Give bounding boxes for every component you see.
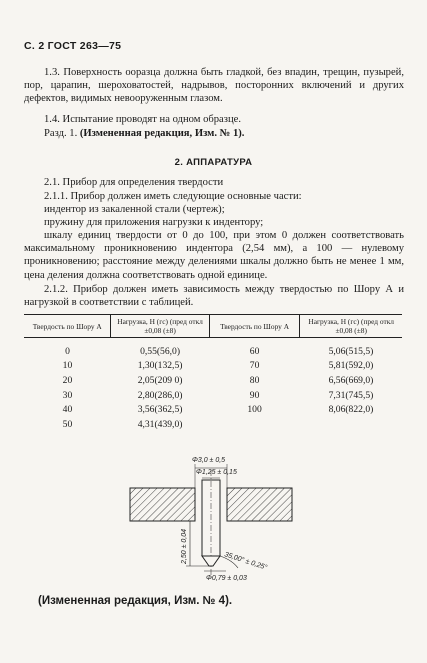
table-cell: 6,56(669,0) <box>328 374 374 386</box>
col-header-load-2: Нагрузка, Н (гс) (пред откл ±0,08 (±8) <box>300 315 402 338</box>
dim-tip-label: Φ0,79 ± 0,03 <box>206 575 247 582</box>
table-cell: 0 <box>65 345 70 357</box>
table-cell: 4,31(439,0) <box>137 418 183 430</box>
table-cell <box>300 417 402 432</box>
paragraph-2-1-1-c: пружину для приложения нагрузки к индентору; <box>44 217 264 228</box>
table-cell: 50 <box>62 418 73 430</box>
table-row <box>24 402 402 417</box>
paragraph-2-1-1-a: 2.1.1. Прибор должен иметь следующие основные части: <box>44 191 302 202</box>
section-title: 2. АППАРАТУРА <box>174 157 253 168</box>
table-cell: 0,55(56,0) <box>140 345 181 357</box>
table-cell: 40 <box>62 404 73 416</box>
paragraph-2-1: 2.1. Прибор для определения твердости <box>44 177 224 188</box>
paragraph-2-1-1-d: шкалу единиц твердости от 0 до 100, при этом 0 должен соответствовать максимальному проникновению индентора (2,54 мм), а 100 — нулевому проникновению; расстояние между делениями шкалы должно быть не менее 1 мм, цена деления должна соответствовать одной единице. <box>24 230 404 281</box>
table-cell: 10 <box>62 360 73 372</box>
housing-right <box>227 488 292 521</box>
table-header-row <box>24 315 402 338</box>
table-cell: 90 <box>249 389 260 401</box>
table-cell: 3,56(362,5) <box>137 404 183 416</box>
revision-note-1 <box>24 127 404 140</box>
paragraph-2-1-2: 2.1.2. Прибор должен иметь зависимость между твердостью по Шору А и нагрузкой в соответствии с таблицей. <box>24 284 404 309</box>
table-cell: 5,06(515,5) <box>328 345 374 357</box>
hardness-load-table <box>24 314 402 432</box>
col-header-hardness-2: Твердость по Шору А <box>209 315 300 338</box>
table-cell: 80 <box>249 374 260 386</box>
indentor-drawing <box>120 440 320 590</box>
paragraph-1-3: 1.3. Поверхность ооразца должна быть гладкой, без впадин, трещин, пузырей, пор, царапин, шероховатостей, надрывов, посторонних включений и других дефектов, видимых невооруженным глазом. <box>24 67 404 105</box>
indentor-tip <box>202 556 220 566</box>
col-header-hardness-1: Твердость по Шору А <box>24 315 111 338</box>
housing-left <box>130 488 195 521</box>
table-cell: 2,80(286,0) <box>137 389 183 401</box>
table-cell: 8,06(822,0) <box>328 404 374 416</box>
table-cell: 20 <box>62 374 73 386</box>
dim-length-label: 2,50 ± 0,04 <box>181 529 188 564</box>
table-cell: 100 <box>247 404 262 416</box>
drawing-caption: (Измененная редакция, Изм. № 4). <box>38 595 233 607</box>
table-row <box>24 359 402 374</box>
table-cell: 60 <box>249 345 260 357</box>
table-cell: 2,05(209 0) <box>137 374 183 386</box>
table-cell: 7,31(745,5) <box>328 389 374 401</box>
table-cell: 5,81(592,0) <box>328 360 374 372</box>
table-row <box>24 417 402 432</box>
table-cell: 1,30(132,5) <box>137 360 183 372</box>
table-cell: 70 <box>249 360 260 372</box>
col-header-load-1: Нагрузка, Н (гс) (пред откл ±0,08 (±8) <box>111 315 209 338</box>
dim-inner-label: Φ1,25 ± 0,15 <box>196 469 237 476</box>
table-row <box>24 373 402 388</box>
table-cell <box>209 417 300 432</box>
revision-text: (Измененная редакция, Изм. № 1). <box>79 128 245 139</box>
paragraph-2-1-1-b: индентор из закаленной стали (чертеж); <box>44 204 225 215</box>
page-header: С. 2 ГОСТ 263—75 <box>24 40 122 52</box>
table-cell: 30 <box>62 389 73 401</box>
dim-outer-label: Φ3,0 ± 0,5 <box>192 457 226 464</box>
table-row <box>24 344 402 359</box>
paragraph-1-4: 1.4. Испытание проводят на одном образце. <box>44 114 241 125</box>
dim-angle-label: 35,00° ± 0,25° <box>223 551 268 572</box>
revision-prefix: Разд. 1. <box>44 128 78 139</box>
table-row <box>24 388 402 403</box>
